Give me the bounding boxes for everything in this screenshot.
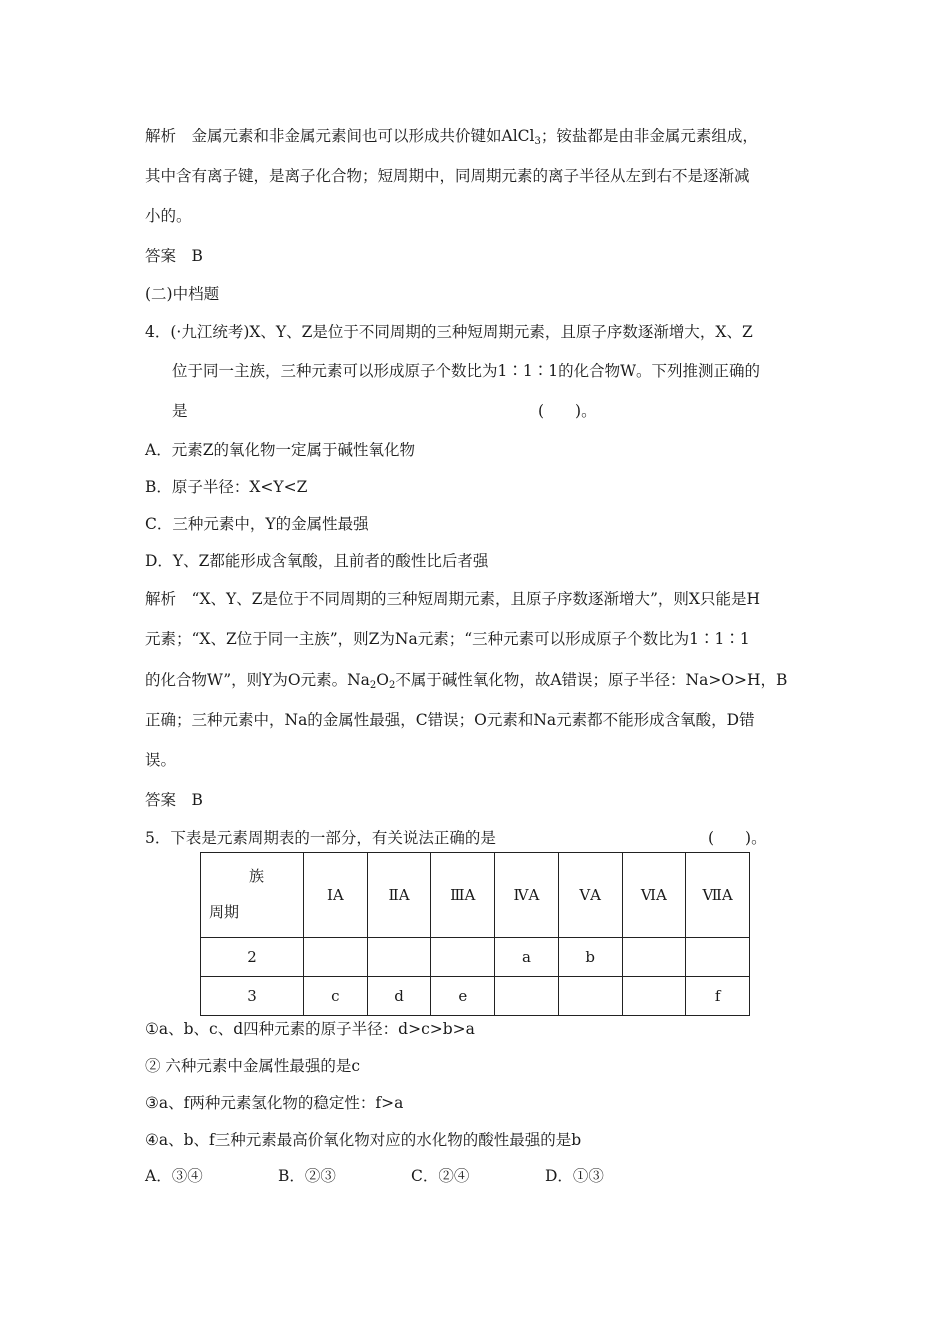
- analysis-text: 金属元素和非金属元素间也可以形成共价键如AlCl: [191, 127, 535, 145]
- periodic-table-excerpt: [200, 852, 750, 1016]
- analysis-text: 不属于碱性氧化物，故A错误；原子半径：Na>O>H，B: [395, 671, 788, 689]
- q4-analysis-line-2: 元素；“X、Z位于同一主族”，则Z为Na元素；“三种元素可以形成原子个数比为1∶1∶1: [145, 630, 750, 648]
- q4-analysis-line-4: 正确；三种元素中，Na的金属性最强，C错误；O元素和Na元素都不能形成含氧酸，D错: [145, 711, 755, 729]
- q4-stem-line-2: 位于同一主族，三种元素可以形成原子个数比为1∶1∶1的化合物W。下列推测正确的: [172, 362, 761, 380]
- corner-group-label: 族: [249, 867, 265, 885]
- q5-statement-3: ③a、f两种元素氢化物的稳定性：f>a: [145, 1094, 404, 1112]
- group-header: ⅤA: [558, 853, 622, 938]
- q5-statement-1: ①a、b、c、d四种元素的原子半径：d>c>b>a: [145, 1020, 475, 1038]
- q4-answer-line: 答案 B: [145, 791, 203, 809]
- table-cell: [686, 938, 750, 977]
- analysis-text: ；铵盐都是由非金属元素组成，: [540, 127, 758, 145]
- subscript: 3: [534, 136, 541, 147]
- table-row: [201, 977, 750, 1016]
- q4-option-c: C．三种元素中，Y的金属性最强: [145, 515, 369, 533]
- q5-answer-paren: ( )。: [708, 829, 767, 847]
- group-header: ⅦA: [686, 853, 750, 938]
- group-header: ⅢA: [431, 853, 495, 938]
- subscript: 2: [369, 680, 377, 691]
- table-cell: [558, 977, 622, 1016]
- q5-statement-4: ④a、b、f三种元素最高价氧化物对应的水化物的酸性最强的是b: [145, 1131, 582, 1149]
- q4-option-b: B．原子半径：X<Y<Z: [145, 478, 308, 496]
- subscript: 2: [388, 680, 396, 691]
- corner-period-label: 周期: [209, 903, 240, 921]
- analysis-label: 解析: [145, 590, 177, 608]
- analysis-text: “X、Y、Z是位于不同周期的三种短周期元素，且原子序数逐渐增大”，则X只能是H: [191, 590, 760, 608]
- table-cell: [495, 977, 559, 1016]
- q4-option-a: A．元素Z的氧化物一定属于碱性氧化物: [145, 441, 415, 459]
- q4-answer-paren: ( )。: [538, 402, 597, 420]
- q5-choice-b: B．②③: [278, 1167, 336, 1185]
- q5-choice-d: D．①③: [545, 1167, 604, 1185]
- table-cell: [431, 938, 495, 977]
- group-header: ⅣA: [495, 853, 559, 938]
- q4-analysis-line-1: [145, 589, 760, 609]
- analysis-text: 的化合物W”，则Y为O元素。Na: [145, 671, 370, 689]
- table-row: [201, 938, 750, 977]
- section-title: (二)中档题: [145, 285, 220, 303]
- q5-stem: 5．下表是元素周期表的一部分，有关说法正确的是: [145, 829, 496, 847]
- table-cell: f: [686, 977, 750, 1016]
- period-cell: 3: [201, 977, 304, 1016]
- group-header: ⅡA: [367, 853, 431, 938]
- table-cell: [304, 938, 368, 977]
- q4-analysis-line-3: [145, 670, 787, 690]
- q5-statement-2: ② 六种元素中金属性最强的是c: [145, 1057, 361, 1075]
- group-header: ⅥA: [622, 853, 686, 938]
- q4-stem-line-1: 4．(·九江统考)X、Y、Z是位于不同周期的三种短周期元素，且原子序数逐渐增大，X、Z: [145, 323, 753, 341]
- table-corner-cell: [201, 853, 304, 938]
- period-cell: 2: [201, 938, 304, 977]
- analysis-line-2: 其中含有离子键，是离子化合物；短周期中，同周期元素的离子半径从左到右不是逐渐减: [145, 167, 750, 185]
- table-cell: [622, 938, 686, 977]
- answer-line: 答案 B: [145, 247, 203, 265]
- q5-choice-c: C．②④: [411, 1167, 470, 1185]
- analysis-label: 解析: [145, 127, 177, 145]
- q5-choice-a: A．③④: [145, 1167, 203, 1185]
- table-cell: [622, 977, 686, 1016]
- group-header: ⅠA: [304, 853, 368, 938]
- analysis-line-3: 小的。: [145, 207, 192, 225]
- table-cell: e: [431, 977, 495, 1016]
- table-cell: d: [367, 977, 431, 1016]
- analysis-text: O: [376, 671, 389, 689]
- table-cell: c: [304, 977, 368, 1016]
- table-cell: b: [558, 938, 622, 977]
- table-cell: [367, 938, 431, 977]
- q4-stem-line-3: 是: [172, 402, 188, 420]
- analysis-line-1: [145, 126, 758, 146]
- table-cell: a: [495, 938, 559, 977]
- table-header-row: [201, 853, 750, 938]
- q4-option-d: D．Y、Z都能形成含氧酸，且前者的酸性比后者强: [145, 552, 489, 570]
- q4-analysis-line-5: 误。: [145, 751, 177, 769]
